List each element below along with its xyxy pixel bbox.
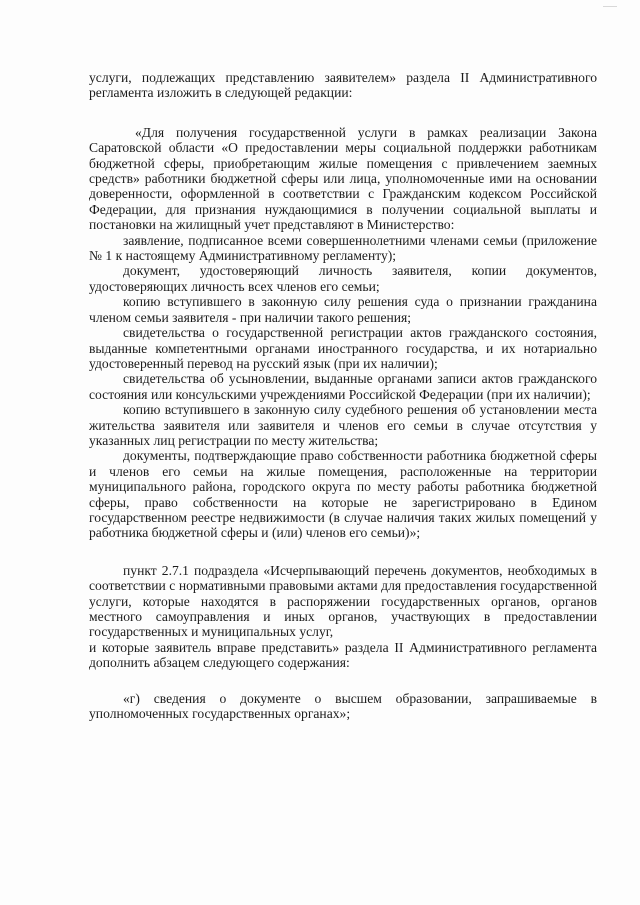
scan-mark	[603, 6, 617, 7]
list-item-foreign-civil-records: свидетельства о государственной регистрации актов гражданского состояния, выданные компетентными органами иностранного государства, и их нотариально удостоверенный перевод на русский язык (при их наличии);	[89, 325, 597, 371]
list-item-court-decision: копию вступившего в законную силу решения суда о признании гражданина членом семьи заявителя - при наличии такого решения;	[89, 294, 597, 325]
paragraph-clause-continuation: и которые заявитель вправе представить» раздела II Административного регламента дополнить абзацем следующего содержания:	[89, 639, 597, 671]
paragraph-new-item-g: «г) сведения о документе о высшем образовании, запрашиваемые в уполномоченных государственных органах»;	[89, 690, 597, 722]
paragraph-clause-2-7-1: пункт 2.7.1 подраздела «Исчерпывающий перечень документов, необходимых в соответствии с нормативными правовыми актами для предоставления государственной услуги, которые находятся в распоряжении государственных органов, органов местного самоуправления и иных органов, участвующих в предоставлении государственных и муниципальных услуг,	[89, 562, 597, 640]
list-item-ownership-documents: документы, подтверждающие право собственности работника бюджетной сферы и членов его семьи на жилые помещения, расположенные на территории муниципального района, городского округа по месту работы работника бюджетной сферы, право собственности на которые не зарегистрировано в Едином государственном реестре недвижимости (в случае наличия таких жилых помещений у работника бюджетной сферы и (или) членов его семьи)»;	[89, 448, 597, 541]
document-body	[89, 70, 597, 721]
list-item-adoption-certificates: свидетельства об усыновлении, выданные органами записи актов гражданского состояния или консульскими учреждениями Российской Федерации (при их наличии);	[89, 371, 597, 402]
list-item-identity-document: документ, удостоверяющий личность заявителя, копии документов, удостоверяющих личность всех членов его семьи;	[89, 263, 597, 294]
list-item-application: заявление, подписанное всеми совершеннолетними членами семьи (приложение № 1 к настоящему Административному регламенту);	[89, 232, 597, 264]
paragraph-quoted-rule: «Для получения государственной услуги в рамках реализации Закона Саратовской области «О предоставлении меры социальной поддержки работникам бюджетной сферы, приобретающим жилые помещения с привлечением заемных средств» работники бюджетной сферы или лица, уполномоченные ими на основании доверенности, оформленной в соответствии с Гражданским кодексом Российской Федерации, для признания нуждающимися в получении социальной выплаты и постановки на жилищный учет представляют в Министерство:	[89, 124, 597, 233]
list-item-residence-decision: копию вступившего в законную силу судебного решения об установлении места жительства заявителя или заявителя и членов его семьи в случае отсутствия у указанных лиц регистрации по месту жительства;	[89, 402, 597, 448]
paragraph-amendment-intro: услуги, подлежащих представлению заявителем» раздела II Административного регламента изложить в следующей редакции:	[89, 70, 597, 101]
